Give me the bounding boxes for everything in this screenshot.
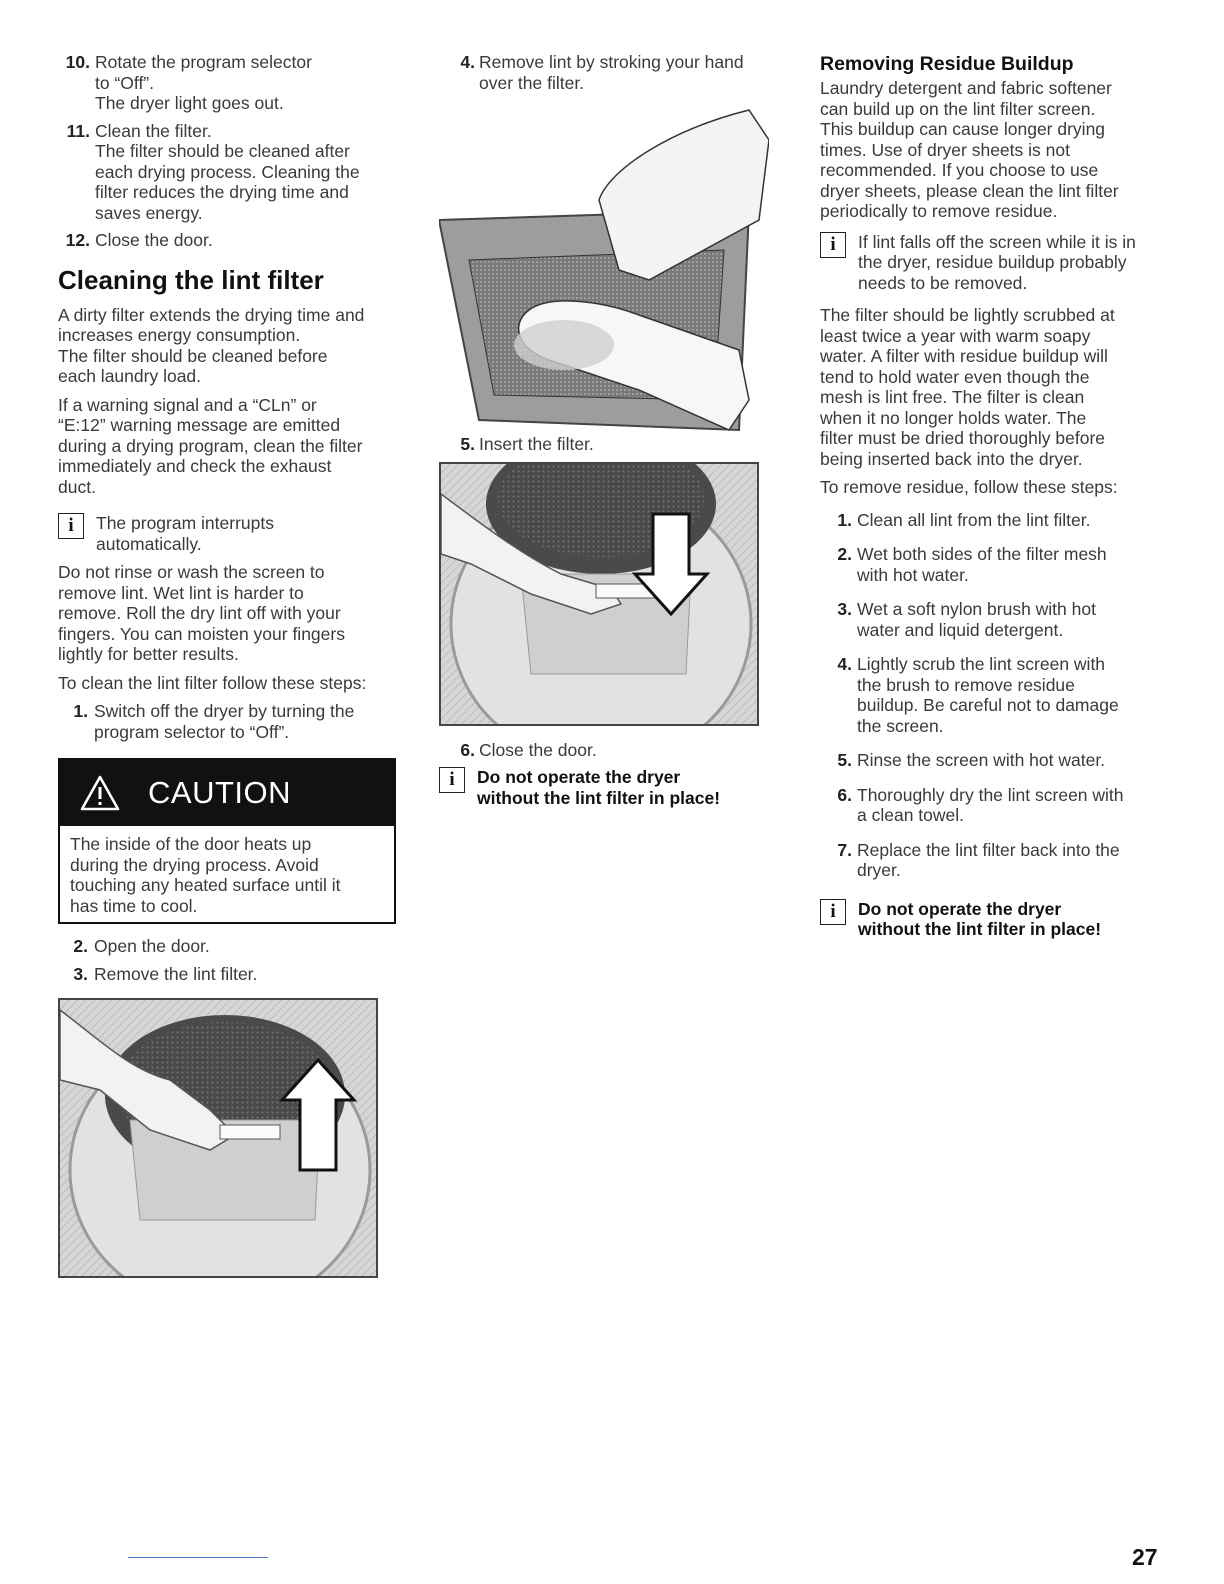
- info-note-do-not-operate-2: [820, 899, 1165, 940]
- step-number: 6.: [460, 739, 475, 760]
- illustration-insert-filter: [439, 462, 759, 726]
- step-6: [455, 740, 775, 761]
- step-5: [455, 434, 775, 455]
- step-number: 6.: [837, 784, 852, 805]
- step-12: [58, 230, 398, 251]
- step-text: Wet a soft nylon brush with hot water and liquid detergent.: [857, 599, 1096, 640]
- step-3: [58, 964, 398, 985]
- column-left: [58, 52, 398, 1278]
- paragraph-steps-intro: To clean the lint filter follow these steps:: [58, 672, 367, 693]
- caution-header: [60, 760, 394, 826]
- info-note-do-not-operate: [439, 767, 775, 808]
- step-text: Remove lint by stroking your hand over the filter.: [479, 52, 744, 93]
- step-number: 4.: [460, 52, 475, 72]
- step-text: Rotate the program selector to “Off”. The dryer light goes out.: [95, 52, 312, 113]
- step-number: 3.: [837, 599, 852, 619]
- info-icon: i: [820, 232, 846, 258]
- step-text: Rinse the screen with hot water.: [857, 750, 1106, 770]
- step-text: Wet both sides of the filter mesh with hot water.: [857, 544, 1107, 585]
- step-number: 11.: [66, 120, 90, 141]
- step-text: Insert the filter.: [479, 434, 594, 454]
- step-number: 1.: [837, 509, 852, 530]
- residue-step-3: [820, 599, 1165, 640]
- info-note-lint-falls-off: [820, 232, 1165, 294]
- residue-step-7: [820, 840, 1165, 881]
- step-number: 10.: [65, 52, 90, 72]
- step-text: Open the door.: [94, 936, 210, 956]
- residue-step-6: [820, 785, 1165, 826]
- residue-step-4: [820, 654, 1165, 736]
- column-right: [820, 52, 1165, 948]
- paragraph-do-not-rinse: Do not rinse or wash the screen to remove lint. Wet lint is harder to remove. Roll the dry lint off with your fingers. You can moisten your fingers lightly for better results.: [58, 562, 345, 664]
- warning-triangle-icon: [80, 775, 120, 811]
- caution-title: CAUTION: [148, 775, 291, 810]
- step-number: 5.: [837, 750, 852, 770]
- step-text: Close the door.: [95, 230, 213, 250]
- section-heading-removing-residue: Removing Residue Buildup: [820, 53, 1074, 75]
- paragraph-dirty-filter: A dirty filter extends the drying time and increases energy consumption. The filter should be cleaned before each laundry load.: [58, 304, 365, 386]
- caution-box: [58, 758, 396, 924]
- step-text: Close the door.: [479, 739, 597, 760]
- info-note-program-interrupts: [58, 513, 398, 554]
- step-11: [58, 121, 398, 224]
- footer-line: [128, 1557, 268, 1558]
- info-icon: i: [58, 513, 84, 539]
- illustration-stroke-filter: [439, 100, 769, 440]
- step-text: Clean all lint from the lint filter.: [857, 509, 1091, 530]
- dryer-drum-removal-illustration: [60, 1000, 376, 1276]
- step-number: 3.: [73, 963, 88, 984]
- step-1: [58, 701, 398, 742]
- step-number: 5.: [460, 434, 475, 454]
- step-number: 2.: [73, 936, 88, 956]
- paragraph-scrub-filter: The filter should be lightly scrubbed at least twice a year with warm soapy water. A filter with residue buildup will tend to hold water even though the mesh is lint free. The filter is clean when it no longer holds water. The filter must be dried thoroughly before being inserted back into the dryer.: [820, 305, 1115, 469]
- step-10: [58, 52, 398, 114]
- residue-step-5: [820, 750, 1165, 771]
- info-text: Do not operate the dryer without the lint filter in place!: [858, 898, 1102, 939]
- step-text: Remove the lint filter.: [94, 963, 258, 984]
- step-text: Clean the filter. The filter should be cleaned after each drying process. Cleaning the filter reduces the drying time and saves energy.: [95, 120, 360, 223]
- step-number: 4.: [837, 654, 852, 674]
- caution-text: The inside of the door heats up during the drying process. Avoid touching any heated surface until it has time to cool.: [70, 834, 341, 916]
- residue-step-1: [820, 510, 1165, 531]
- paragraph-remove-residue-intro: To remove residue, follow these steps:: [820, 477, 1118, 497]
- section-heading-cleaning-lint-filter: Cleaning the lint filter: [58, 264, 324, 295]
- dryer-drum-insert-illustration: [441, 464, 757, 724]
- step-number: 1.: [73, 701, 88, 721]
- illustration-remove-lint-filter: [58, 998, 378, 1278]
- column-middle: [449, 52, 775, 816]
- info-icon: i: [439, 767, 465, 793]
- paragraph-residue-buildup: Laundry detergent and fabric softener can build up on the lint filter screen. This buildup can cause longer drying times. Use of dryer sheets is not recommended. If you choose to use dryer sheets, please clean the lint filter periodically to remove residue.: [820, 78, 1119, 221]
- residue-step-2: [820, 544, 1165, 585]
- residue-steps-list: [820, 510, 1165, 881]
- step-number: 7.: [837, 839, 852, 860]
- step-text: Thoroughly dry the lint screen with a clean towel.: [857, 784, 1124, 825]
- hand-filter-illustration: [439, 100, 769, 440]
- info-text: If lint falls off the screen while it is in the dryer, residue buildup probably needs to be removed.: [858, 231, 1136, 293]
- info-text: The program interrupts automatically.: [96, 513, 274, 554]
- step-number: 2.: [837, 544, 852, 564]
- step-text: Lightly scrub the lint screen with the brush to remove residue buildup. Be careful not to damage the screen.: [857, 654, 1119, 736]
- page-number: 27: [1132, 1544, 1158, 1570]
- step-4: [455, 52, 775, 93]
- step-text: Switch off the dryer by turning the program selector to “Off”.: [94, 701, 355, 742]
- paragraph-warning-signal: If a warning signal and a “CLn” or “E:12” warning message are emitted during a drying program, clean the filter immediately and check the exhaust duct.: [58, 394, 363, 497]
- info-text: Do not operate the dryer without the lint filter in place!: [477, 767, 721, 808]
- info-icon: i: [820, 899, 846, 925]
- step-number: 12.: [65, 230, 90, 250]
- step-2: [58, 936, 398, 957]
- step-text: Replace the lint filter back into the dryer.: [857, 839, 1120, 880]
